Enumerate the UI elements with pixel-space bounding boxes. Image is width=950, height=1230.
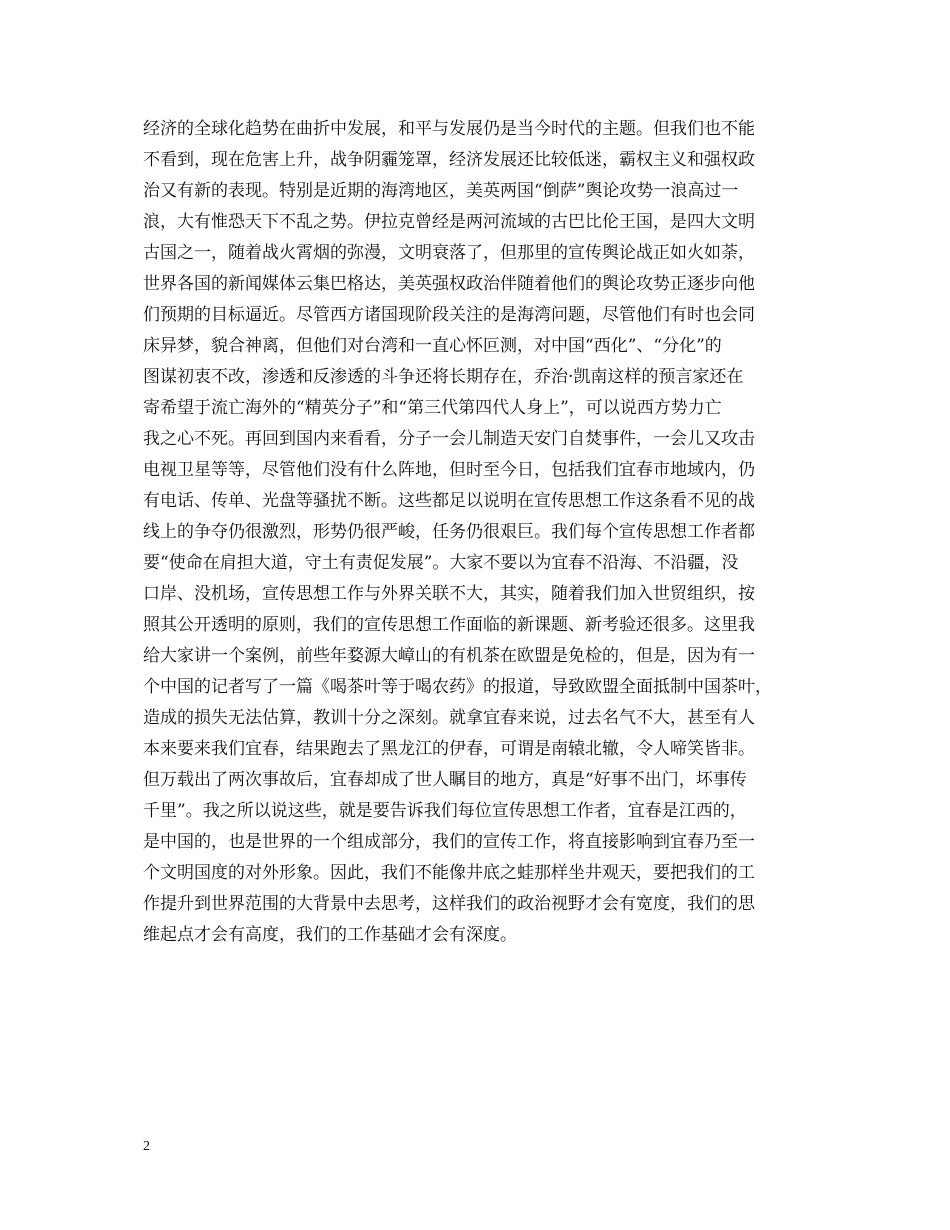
text-line: 千里”。我之所以说这些，就是要告诉我们每位宣传思想工作者，宜春是江西的， <box>143 801 747 821</box>
text-line: 口岸、没机场，宣传思想工作与外界关联不大，其实，随着我们加入世贸组织，按 <box>143 584 755 604</box>
text-line: 本来要来我们宜春，结果跑去了黑龙江的伊春，可谓是南辕北辙，令人啼笑皆非。 <box>143 739 755 759</box>
text-line: 照其公开透明的原则，我们的宣传思想工作面临的新课题、新考验还很多。这里我 <box>143 615 755 635</box>
text-line: 要“使命在肩担大道，守土有责促发展”。大家不要以为宜春不沿海、不沿疆，没 <box>143 553 739 573</box>
body-paragraph <box>143 114 818 951</box>
text-line: 电视卫星等等，尽管他们没有什么阵地，但时至今日，包括我们宜春市地域内，仍 <box>143 460 755 480</box>
text-line: 个文明国度的对外形象。因此，我们不能像井底之蛙那样坐井观天，要把我们的工 <box>143 863 755 883</box>
text-line: 不看到，现在危害上升，战争阴霾笼罩，经济发展还比较低迷，霸权主义和强权政 <box>143 150 755 170</box>
text-line: 我之心不死。再回到国内来看看，分子一会儿制造天安门自焚事件，一会儿又攻击 <box>143 429 755 449</box>
text-line: 治又有新的表现。特别是近期的海湾地区，美英两国“倒萨”舆论攻势一浪高过一 <box>143 181 739 201</box>
text-line: 们预期的目标逼近。尽管西方诸国现阶段关注的是海湾问题，尽管他们有时也会同 <box>143 305 755 325</box>
text-line: 但万载出了两次事故后，宜春却成了世人瞩目的地方，真是“好事不出门，坏事传 <box>143 770 747 790</box>
text-line: 图谋初衷不改，渗透和反渗透的斗争还将长期存在，乔治·凯南这样的预言家还在 <box>143 367 744 387</box>
text-line: 寄希望于流亡海外的“精英分子”和“第三代第四代人身上”，可以说西方势力亡 <box>143 398 722 418</box>
text-line: 是中国的，也是世界的一个组成部分，我们的宣传工作，将直接影响到宜春乃至一 <box>143 832 755 852</box>
text-line: 古国之一，随着战火霄烟的弥漫，文明衰落了，但那里的宣传舆论战正如火如荼， <box>143 243 755 263</box>
text-line: 世界各国的新闻媒体云集巴格达，美英强权政治伴随着他们的舆论攻势正逐步向他 <box>143 274 755 294</box>
text-line: 维起点才会有高度，我们的工作基础才会有深度。 <box>143 925 517 945</box>
text-line: 床异梦，貌合神离，但他们对台湾和一直心怀叵测，对中国“西化”、“分化”的 <box>143 336 722 356</box>
text-line: 浪，大有惟恐天下不乱之势。伊拉克曾经是两河流域的古巴比伦王国，是四大文明 <box>143 212 755 232</box>
text-line: 给大家讲一个案例，前些年婺源大嶂山的有机茶在欧盟是免检的，但是，因为有一 <box>143 646 755 666</box>
text-line: 线上的争夺仍很激烈，形势仍很严峻，任务仍很艰巨。我们每个宣传思想工作者都 <box>143 522 755 542</box>
page-number: 2 <box>143 1139 150 1154</box>
text-line: 经济的全球化趋势在曲折中发展，和平与发展仍是当今时代的主题。但我们也不能 <box>143 119 755 139</box>
text-line: 造成的损失无法估算，教训十分之深刻。就拿宜春来说，过去名气不大，甚至有人 <box>143 708 755 728</box>
text-line: 有电话、传单、光盘等骚扰不断。这些都足以说明在宣传思想工作这条看不见的战 <box>143 491 755 511</box>
text-line: 个中国的记者写了一篇《喝茶叶等于喝农药》的报道，导致欧盟全面抵制中国茶叶， <box>143 677 772 697</box>
text-line: 作提升到世界范围的大背景中去思考，这样我们的政治视野才会有宽度，我们的思 <box>143 894 755 914</box>
